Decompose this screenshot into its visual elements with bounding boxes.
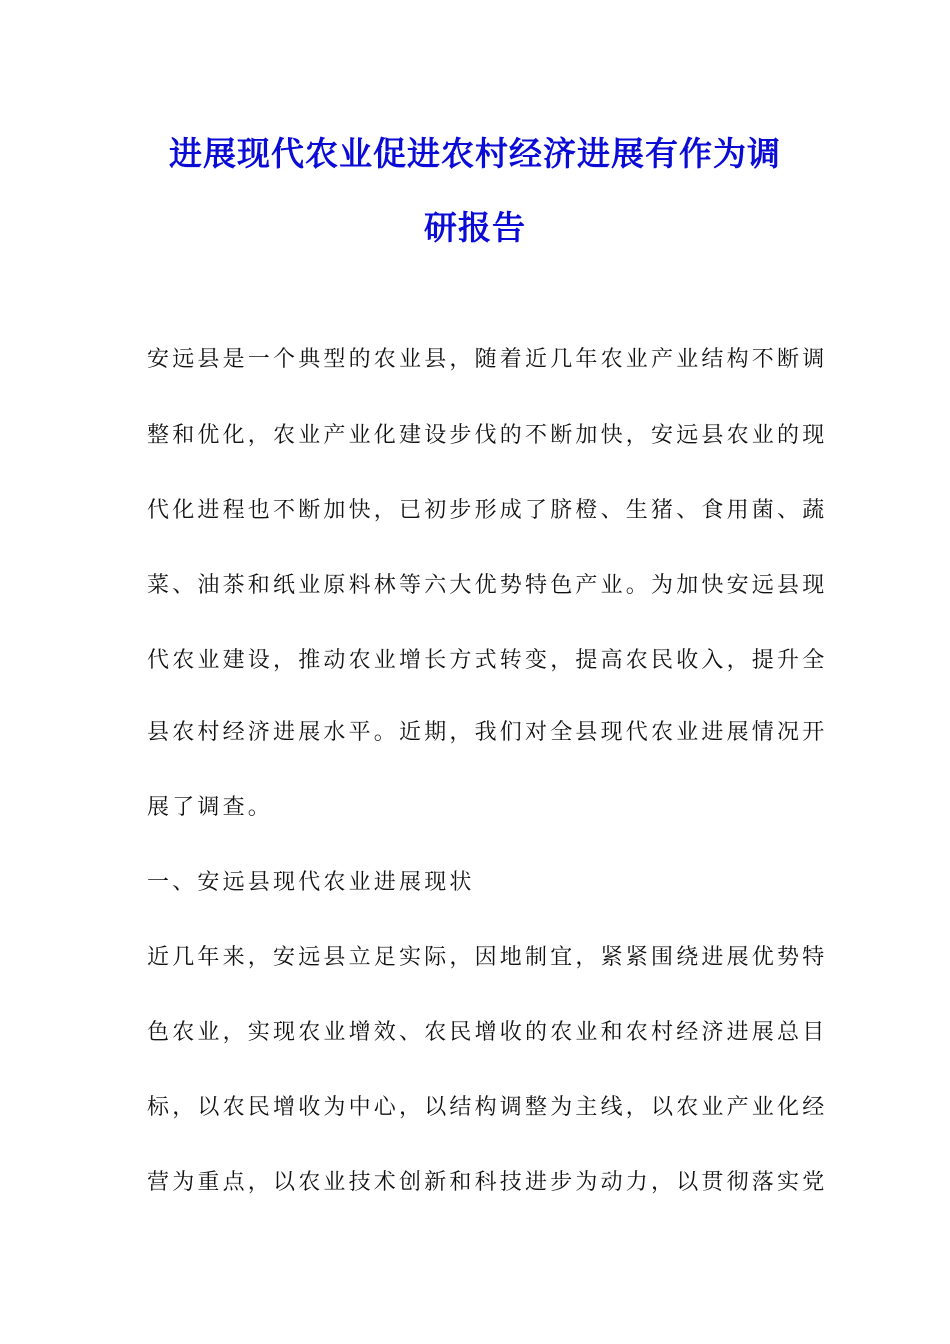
- paragraph-1-line-5: 代农业建设，推动农业增长方式转变，提高农民收入，提升全: [147, 648, 828, 673]
- document-title-line-2: 研报告: [424, 208, 526, 247]
- paragraph-1-line-1: 安远县是一个典型的农业县，随着近几年农业产业结构不断调: [147, 347, 828, 372]
- paragraph-1-line-6: 县农村经济进展水平。近期，我们对全县现代农业进展情况开: [147, 720, 828, 745]
- paragraph-2-line-1: 近几年来，安远县立足实际，因地制宜，紧紧围绕进展优势特: [147, 945, 828, 970]
- paragraph-2-line-2: 色农业，实现农业增效、农民增收的农业和农村经济进展总目: [147, 1020, 828, 1045]
- paragraph-1-line-4: 菜、油茶和纸业原料林等六大优势特色产业。为加快安远县现: [147, 573, 828, 598]
- section-1-heading: 一、安远县现代农业进展现状: [147, 870, 475, 895]
- paragraph-1-line-3: 代化进程也不断加快，已初步形成了脐橙、生猪、食用菌、蔬: [147, 498, 828, 523]
- paragraph-1-line-7: 展了调查。: [147, 795, 274, 820]
- paragraph-2-line-3: 标，以农民增收为中心，以结构调整为主线，以农业产业化经: [147, 1095, 828, 1120]
- paragraph-1-line-2: 整和优化，农业产业化建设步伐的不断加快，安远县农业的现: [147, 423, 828, 448]
- document-title-line-1: 进展现代农业促进农村经济进展有作为调: [169, 134, 781, 173]
- paragraph-2-line-4: 营为重点，以农业技术创新和科技进步为动力，以贯彻落实党: [147, 1170, 828, 1195]
